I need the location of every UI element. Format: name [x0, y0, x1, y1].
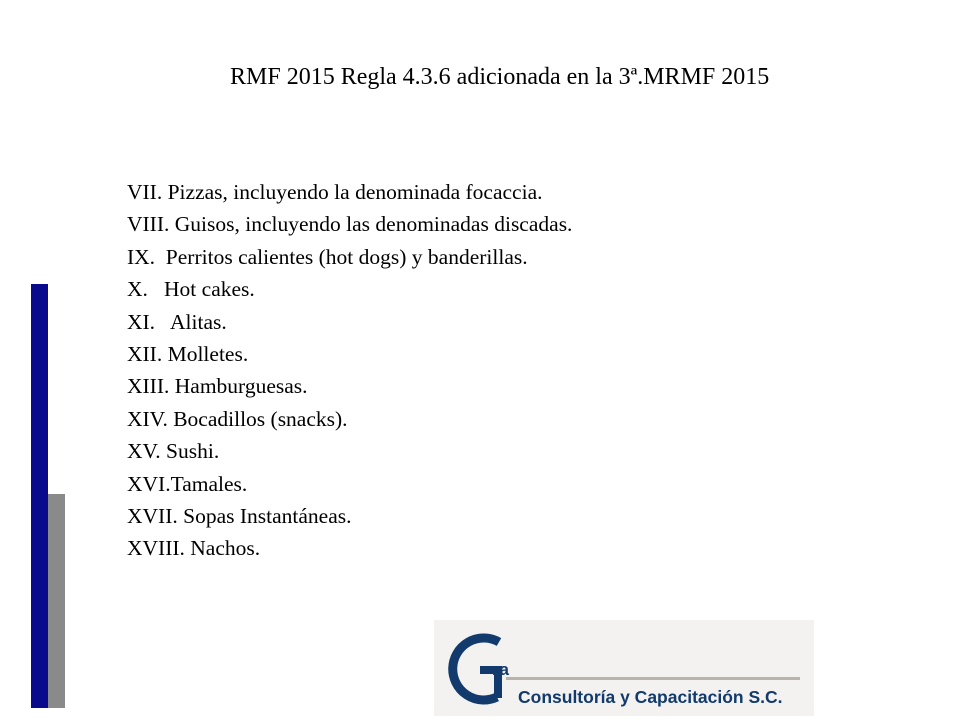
list-item: XV. Sushi. [127, 439, 220, 464]
slide-title: RMF 2015 Regla 4.3.6 adicionada en la 3ª.MRMF 2015 [230, 64, 770, 90]
item-list [127, 176, 572, 565]
list-item: VII. Pizzas, incluyendo la denominada focaccia. [127, 180, 543, 204]
accent-bar-gray [48, 494, 65, 708]
accent-bar-blue [31, 284, 48, 708]
logo-rule [506, 677, 800, 680]
list-item: IX. Perritos calientes (hot dogs) y banderillas. [127, 244, 528, 269]
list-item: XIV. Bocadillos (snacks). [127, 406, 348, 431]
list-item: VIII. Guisos, incluyendo las denominadas discadas. [127, 212, 573, 237]
list-item: XVI.Tamales. [127, 471, 248, 496]
gva-logo-icon [434, 620, 814, 716]
list-item: X. Hot cakes. [127, 277, 255, 302]
logo-company-name: Consultoría y Capacitación S.C. [518, 687, 783, 707]
list-item: XII. Molletes. [127, 342, 249, 367]
list-item: XI. Alitas. [127, 309, 227, 334]
list-item: XVIII. Nachos. [127, 536, 261, 561]
list-item: XVII. Sopas Instantáneas. [127, 504, 352, 529]
list-item: XIII. Hamburguesas. [127, 374, 308, 399]
logo-subtext: va [490, 660, 509, 679]
company-logo [434, 620, 814, 716]
